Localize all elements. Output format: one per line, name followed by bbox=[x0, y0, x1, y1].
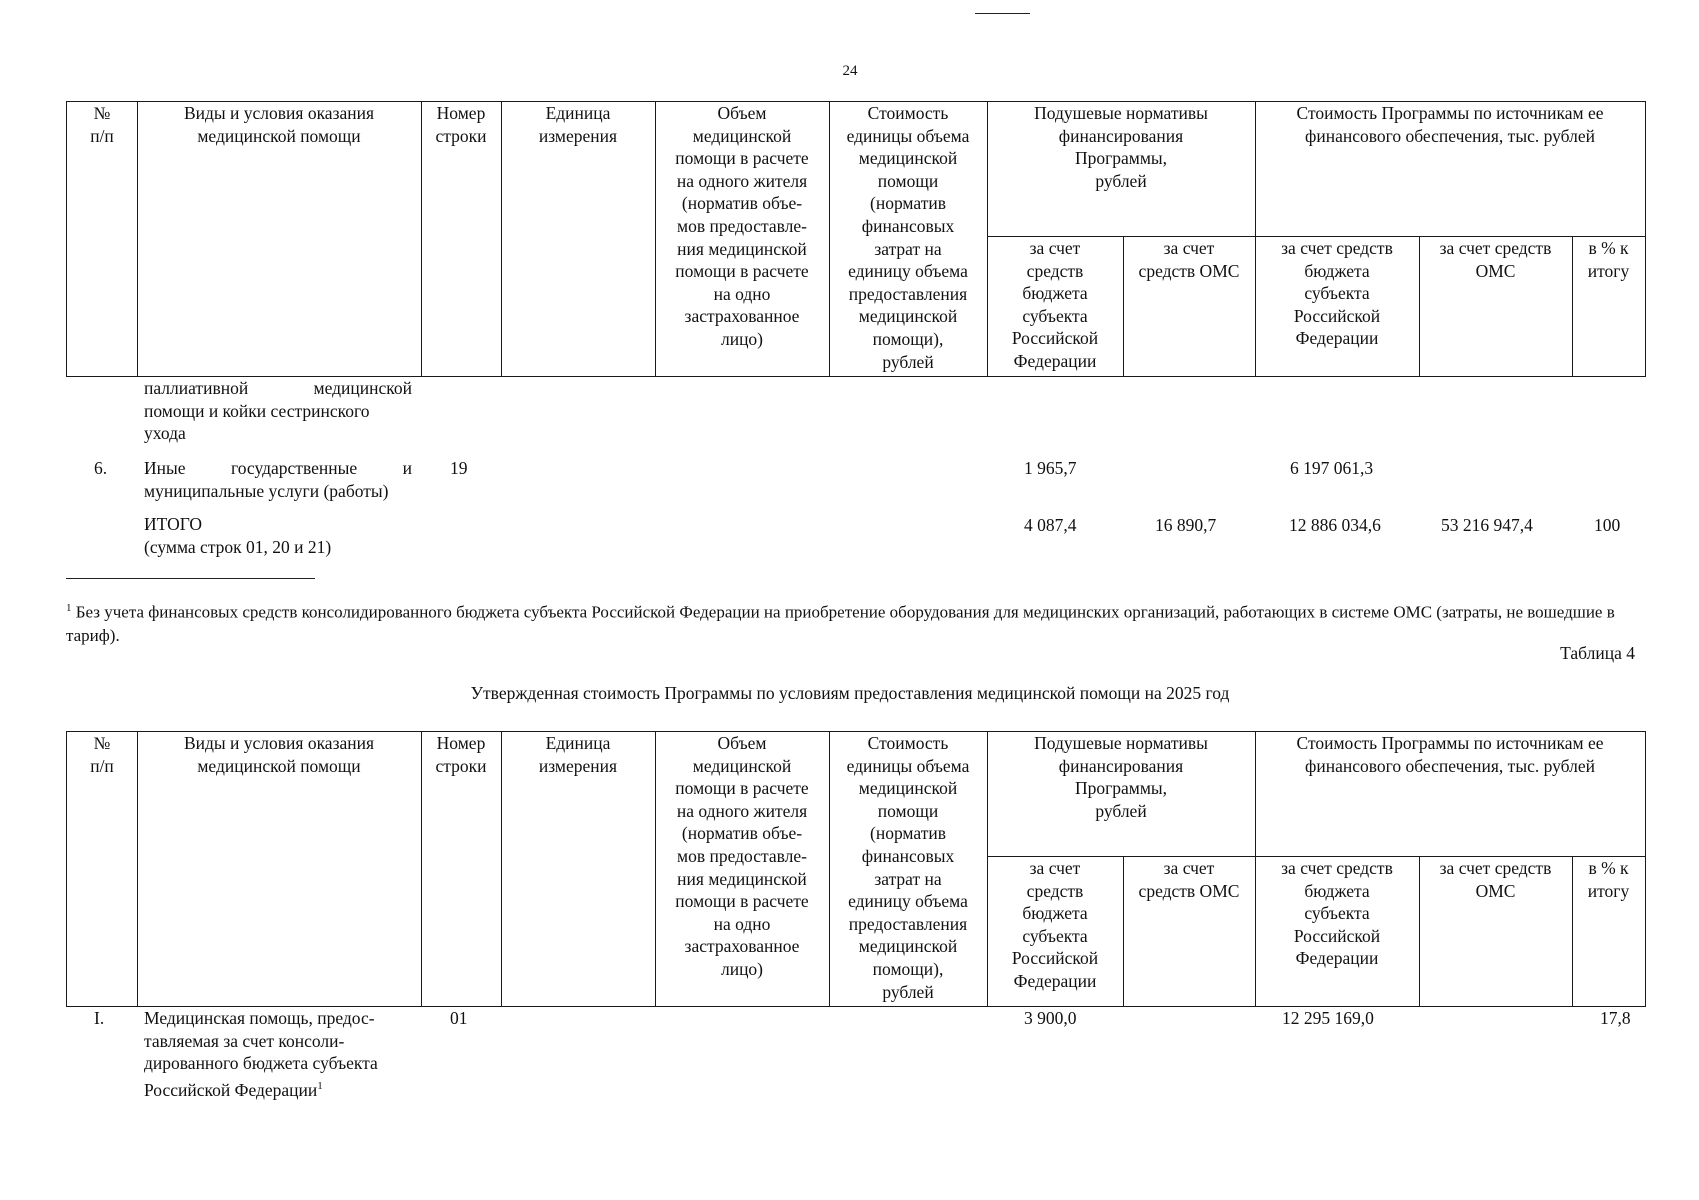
header-percent: в % к итогу bbox=[1587, 238, 1630, 281]
t2-header-cost: Стоимость единицы объема медицинской помощи (норматив финансовых затрат на единицу объема предоставления медицинской помощи), рублей bbox=[846, 733, 970, 1002]
t2-header-progcost-budget: за счет средств бюджета субъекта Российской Федерации bbox=[1281, 858, 1393, 969]
header-percap-budget: за счет средств бюджета субъекта Российской Федерации bbox=[1011, 238, 1099, 371]
t2-row1-num: I. bbox=[94, 1008, 105, 1028]
t2-header-kind: Виды и условия оказания медицинской помощи bbox=[183, 733, 375, 776]
total-text: ИТОГО (сумма строк 01, 20 и 21) bbox=[144, 514, 332, 557]
header-progcost-budget: за счет средств бюджета субъекта Российской Федерации bbox=[1281, 238, 1393, 349]
row6-progcost-budget: 6 197 061,3 bbox=[1290, 458, 1374, 478]
t2-row1-row-no: 01 bbox=[450, 1008, 468, 1028]
row6-num: 6. bbox=[94, 458, 108, 478]
total-progcost-oms: 53 216 947,4 bbox=[1441, 515, 1533, 535]
total-progcost-budget: 12 886 034,6 bbox=[1289, 515, 1381, 535]
t2-header-percap: Подушевые нормативы финансирования Программы, рублей bbox=[1034, 733, 1208, 821]
footnote: $^1$ Без учета финансовых средств консолидированного бюджета субъекта Российской Федерации на приобретение оборудования для медицинских организаций, работающих в системе ОМС (затраты, не вошедшие в тариф). bbox=[66, 602, 1615, 645]
t2-header-percap-budget: за счет средств бюджета субъекта Российской Федерации bbox=[1011, 858, 1099, 991]
t2-row1-progcost-budget: 12 295 169,0 bbox=[1282, 1008, 1374, 1028]
header-progcost-oms: за счет средств ОМС bbox=[1439, 238, 1552, 281]
header-kind: Виды и условия оказания медицинской помощи bbox=[183, 103, 375, 146]
header-unit: Единица измерения bbox=[538, 103, 618, 146]
t2-row1-percent: 17,8 bbox=[1600, 1008, 1631, 1028]
header-num: № п/п bbox=[90, 103, 114, 146]
t2-header-num: № п/п bbox=[90, 733, 114, 776]
continued-row-text: паллиативной медицинской помощи и койки сестринского ухода bbox=[144, 378, 412, 444]
t2-row1-text: Медицинская помощь, предос- тавляемая за счет консоли- дированного бюджета субъекта Российской Федерации$^1$ bbox=[144, 1008, 378, 1100]
header-percap: Подушевые нормативы финансирования Программы, рублей bbox=[1034, 103, 1208, 191]
table-label: Таблица 4 bbox=[1560, 643, 1635, 663]
row6-percap-budget: 1 965,7 bbox=[1024, 458, 1077, 478]
t2-header-percap-oms: за счет средств ОМС bbox=[1138, 858, 1240, 901]
header-volume: Объем медицинской помощи в расчете на одного жителя (норматив объе- мов предоставле- ния медицинской помощи в расчете на одно застрахованное лицо) bbox=[675, 103, 809, 349]
total-percap-budget: 4 087,4 bbox=[1024, 515, 1077, 535]
total-percent: 100 bbox=[1594, 515, 1621, 535]
table1-header bbox=[66, 101, 1646, 377]
top-rule bbox=[975, 13, 1030, 14]
page-number: 24 bbox=[842, 63, 858, 79]
total-percap-oms: 16 890,7 bbox=[1155, 515, 1217, 535]
header-progcost: Стоимость Программы по источникам ее финансового обеспечения, тыс. рублей bbox=[1296, 103, 1604, 146]
t2-header-percent: в % к итогу bbox=[1587, 858, 1630, 901]
t2-header-unit: Единица измерения bbox=[538, 733, 618, 776]
t2-header-volume: Объем медицинской помощи в расчете на одного жителя (норматив объе- мов предоставле- ния медицинской помощи в расчете на одно застрахованное лицо) bbox=[675, 733, 809, 979]
footnote-rule bbox=[66, 578, 315, 579]
t2-header-progcost-oms: за счет средств ОМС bbox=[1439, 858, 1552, 901]
t2-header-progcost: Стоимость Программы по источникам ее финансового обеспечения, тыс. рублей bbox=[1296, 733, 1604, 776]
table-title: Утвержденная стоимость Программы по условиям предоставления медицинской помощи на 2025 год bbox=[470, 683, 1230, 703]
header-percap-oms: за счет средств ОМС bbox=[1138, 238, 1240, 281]
row6-text: Иные государственные и муниципальные услуги (работы) bbox=[144, 458, 412, 501]
header-cost: Стоимость единицы объема медицинской помощи (норматив финансовых затрат на единицу объема предоставления медицинской помощи), рублей bbox=[846, 103, 970, 372]
table2-header bbox=[66, 731, 1646, 1007]
t2-row1-percap-budget: 3 900,0 bbox=[1024, 1008, 1077, 1028]
header-row-no: Номер строки bbox=[435, 103, 487, 146]
row6-row-no: 19 bbox=[450, 458, 468, 478]
t2-header-row-no: Номер строки bbox=[435, 733, 487, 776]
